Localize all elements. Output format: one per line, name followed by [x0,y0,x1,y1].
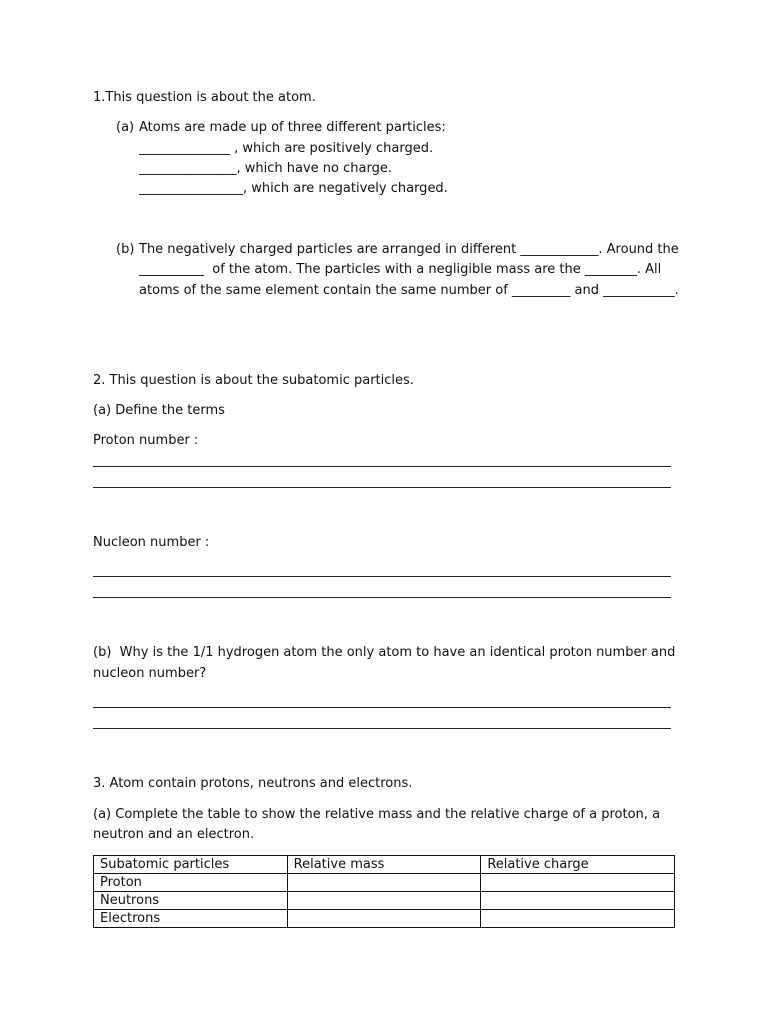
relative-mass-cell[interactable] [287,910,481,928]
answer-line[interactable] [93,466,671,467]
table-row [94,874,675,892]
nucleon-number-label: Nucleon number : [93,535,210,550]
q2b-line-1: (b) Why is the 1/1 hydrogen atom the only atom to have an identical proton number and [93,645,676,660]
q2b-line-2: nucleon number? [93,666,207,681]
q1-heading: 1.This question is about the atom. [93,90,316,105]
answer-line[interactable] [93,707,671,708]
table-row [94,910,675,928]
q1b-line-3[interactable]: atoms of the same element contain the same number of _________ and ___________. [139,283,679,298]
relative-charge-cell[interactable] [481,892,675,910]
particle-name-cell: Neutrons [94,892,288,910]
table-header-cell: Subatomic particles [94,856,288,874]
particles-table [93,855,675,928]
answer-line[interactable] [93,576,671,577]
q3a-line-2: neutron and an electron. [93,827,255,842]
particle-name-cell: Electrons [94,910,288,928]
table-row [94,892,675,910]
q3-heading: 3. Atom contain protons, neutrons and electrons. [93,776,413,791]
answer-line[interactable] [93,728,671,729]
q2-heading: 2. This question is about the subatomic particles. [93,373,414,388]
table-header-cell: Relative charge [481,856,675,874]
q2a-prompt: (a) Define the terms [93,403,225,418]
proton-number-label: Proton number : [93,433,199,448]
q1a-blank-line-2[interactable]: _______________, which have no charge. [139,161,392,176]
q1b-marker: (b) [116,242,135,257]
q1b-line-2[interactable]: __________ of the atom. The particles with a negligible mass are the ________. All [139,262,662,277]
table-header-row [94,856,675,874]
q1a-blank-line-3[interactable]: ________________, which are negatively charged. [139,181,448,196]
q1b-line-1[interactable]: The negatively charged particles are arranged in different ____________. Around the [139,242,679,257]
q1a-intro: Atoms are made up of three different particles: [139,120,446,135]
q3a-line-1: (a) Complete the table to show the relative mass and the relative charge of a proton, a [93,807,661,822]
relative-mass-cell[interactable] [287,874,481,892]
answer-line[interactable] [93,487,671,488]
relative-charge-cell[interactable] [481,874,675,892]
q1a-blank-line-1[interactable]: ______________ , which are positively charged. [139,141,434,156]
q1a-marker: (a) [116,120,135,135]
answer-line[interactable] [93,597,671,598]
relative-charge-cell[interactable] [481,910,675,928]
table-header-cell: Relative mass [287,856,481,874]
relative-mass-cell[interactable] [287,892,481,910]
particle-name-cell: Proton [94,874,288,892]
